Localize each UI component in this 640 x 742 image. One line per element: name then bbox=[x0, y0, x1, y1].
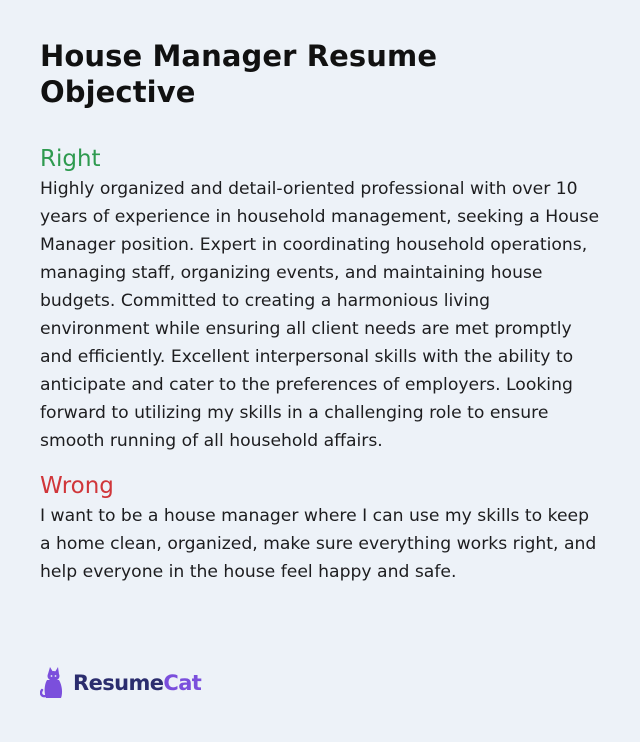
page-title-line-2: Objective bbox=[40, 75, 196, 109]
page-title bbox=[40, 38, 600, 110]
cat-icon bbox=[40, 664, 66, 702]
wrong-heading: Wrong bbox=[40, 473, 114, 499]
logo-text-resume: Resume bbox=[73, 671, 164, 695]
resumecat-logo bbox=[40, 664, 201, 702]
wrong-example-text: I want to be a house manager where I can use my skills to keep a home clean, organized, make sure everything works right, and help everyone in the house feel happy and safe. bbox=[40, 506, 597, 582]
page-title-line-1: House Manager Resume bbox=[40, 39, 438, 73]
right-example-text: Highly organized and detail-oriented professional with over 10 years of experience in household management, seeking a House Manager position. Expert in coordinating household operations, managing staff, organizing events, and maintaining house budgets. Committed to creating a harmonious living environment while ensuring all client needs are met promptly and efficiently. Excellent interpersonal skills with the ability to anticipate and cater to the preferences of employers. Looking forward to utilizing my skills in a challenging role to ensure smooth running of all household affairs. bbox=[40, 179, 600, 451]
logo-wordmark bbox=[73, 664, 201, 702]
right-heading: Right bbox=[40, 146, 101, 172]
logo-text-cat: Cat bbox=[163, 671, 202, 695]
resume-objective-page bbox=[40, 38, 600, 586]
